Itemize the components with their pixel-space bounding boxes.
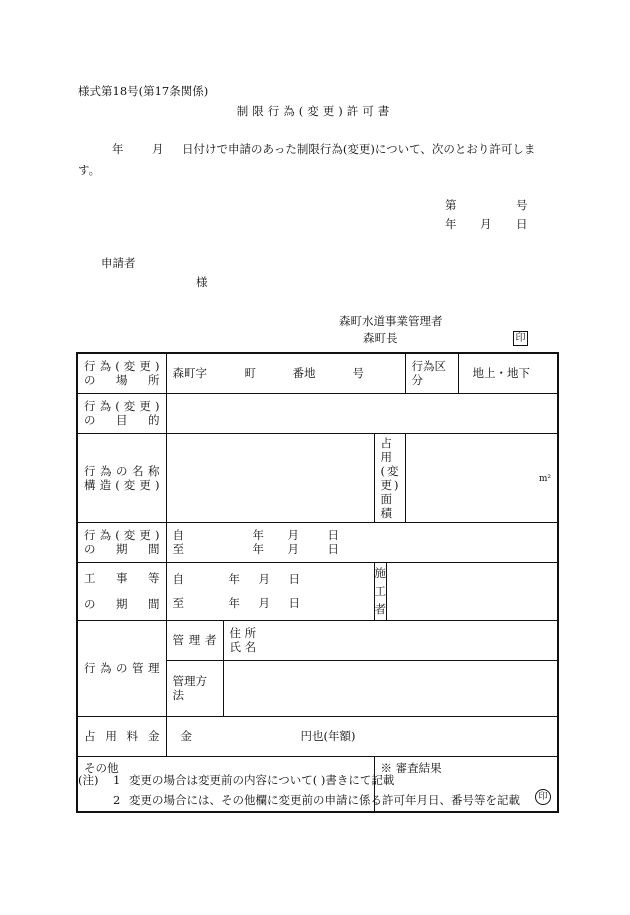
- number-go: 号: [516, 198, 528, 212]
- note-2: 変更の場合には、その他欄に変更前の申請に係る許可年月日、番号等を記載: [129, 793, 520, 807]
- date-day: 日: [516, 217, 528, 231]
- body-paragraph: [78, 139, 556, 181]
- occupy-area-label: 占用(変 更)面積: [374, 433, 405, 522]
- body-month: 月: [152, 142, 164, 156]
- body-text: 日付けで申請のあった制限行為(変更)について、次のとおり許可します。: [78, 142, 536, 177]
- applicant-sama: 様: [196, 275, 208, 289]
- applicant-label: 申請者: [101, 256, 136, 270]
- works-period-value[interactable]: 自 年 月 日 至 年 月 日: [166, 562, 374, 620]
- period-label: 行為(変更) の期間: [77, 522, 166, 562]
- category-label: 行為区分: [405, 353, 458, 393]
- name-structure-value[interactable]: [166, 433, 374, 522]
- note-1: 変更の場合は変更前の内容について( )書きにて記載: [129, 773, 395, 787]
- method-value[interactable]: [223, 660, 558, 716]
- contractor-value[interactable]: [386, 562, 558, 620]
- other-label: その他: [84, 760, 119, 775]
- occupy-area-value[interactable]: [405, 433, 558, 522]
- date-month: 月: [480, 217, 492, 231]
- form-number: 様式第18号(第17条関係): [78, 84, 209, 98]
- works-period-label: 工事等 の期間: [77, 562, 166, 620]
- date-year: 年: [445, 217, 457, 231]
- manager-label: 管理者: [166, 620, 223, 660]
- contractor-label: 施 工 者: [374, 562, 386, 620]
- number-dai: 第: [445, 198, 457, 212]
- note-prefix: (注): [78, 773, 99, 787]
- note-1-num: 1: [113, 773, 121, 787]
- period-value[interactable]: 自 年 月 日 至 年 月 日: [166, 522, 558, 562]
- issuer-title: 森町長: [363, 331, 398, 345]
- management-label: 行為の管理: [77, 620, 166, 716]
- review-label: ※ 審査結果: [380, 760, 442, 775]
- issuer-org: 森町水道事業管理者: [339, 314, 443, 328]
- area-unit: m²: [538, 473, 552, 484]
- name-structure-label: 行為の名称 構造(変更): [77, 433, 166, 522]
- issuer-seal-icon: 印: [513, 331, 528, 346]
- manager-value[interactable]: [223, 620, 558, 660]
- method-label: 管理方法: [166, 660, 223, 716]
- name-label: 氏 名: [229, 640, 257, 654]
- permit-form-table: [76, 352, 559, 813]
- document-title: 制限行為(変更)許可書: [236, 104, 394, 118]
- purpose-label: 行為(変更) の目的: [77, 393, 166, 433]
- fee-label: 占用料金: [77, 716, 166, 756]
- note-2-num: 2: [113, 793, 121, 807]
- location-value[interactable]: 森町字 町 番地 号: [166, 353, 405, 393]
- category-value[interactable]: 地上・地下: [458, 353, 558, 393]
- address-label: 住 所: [229, 626, 257, 640]
- review-seal-icon: 印: [535, 789, 551, 805]
- purpose-value[interactable]: [166, 393, 558, 433]
- fee-value[interactable]: 金 円也(年額): [166, 716, 558, 756]
- location-label: 行為(変更) の場所: [77, 353, 166, 393]
- body-year: 年: [112, 142, 124, 156]
